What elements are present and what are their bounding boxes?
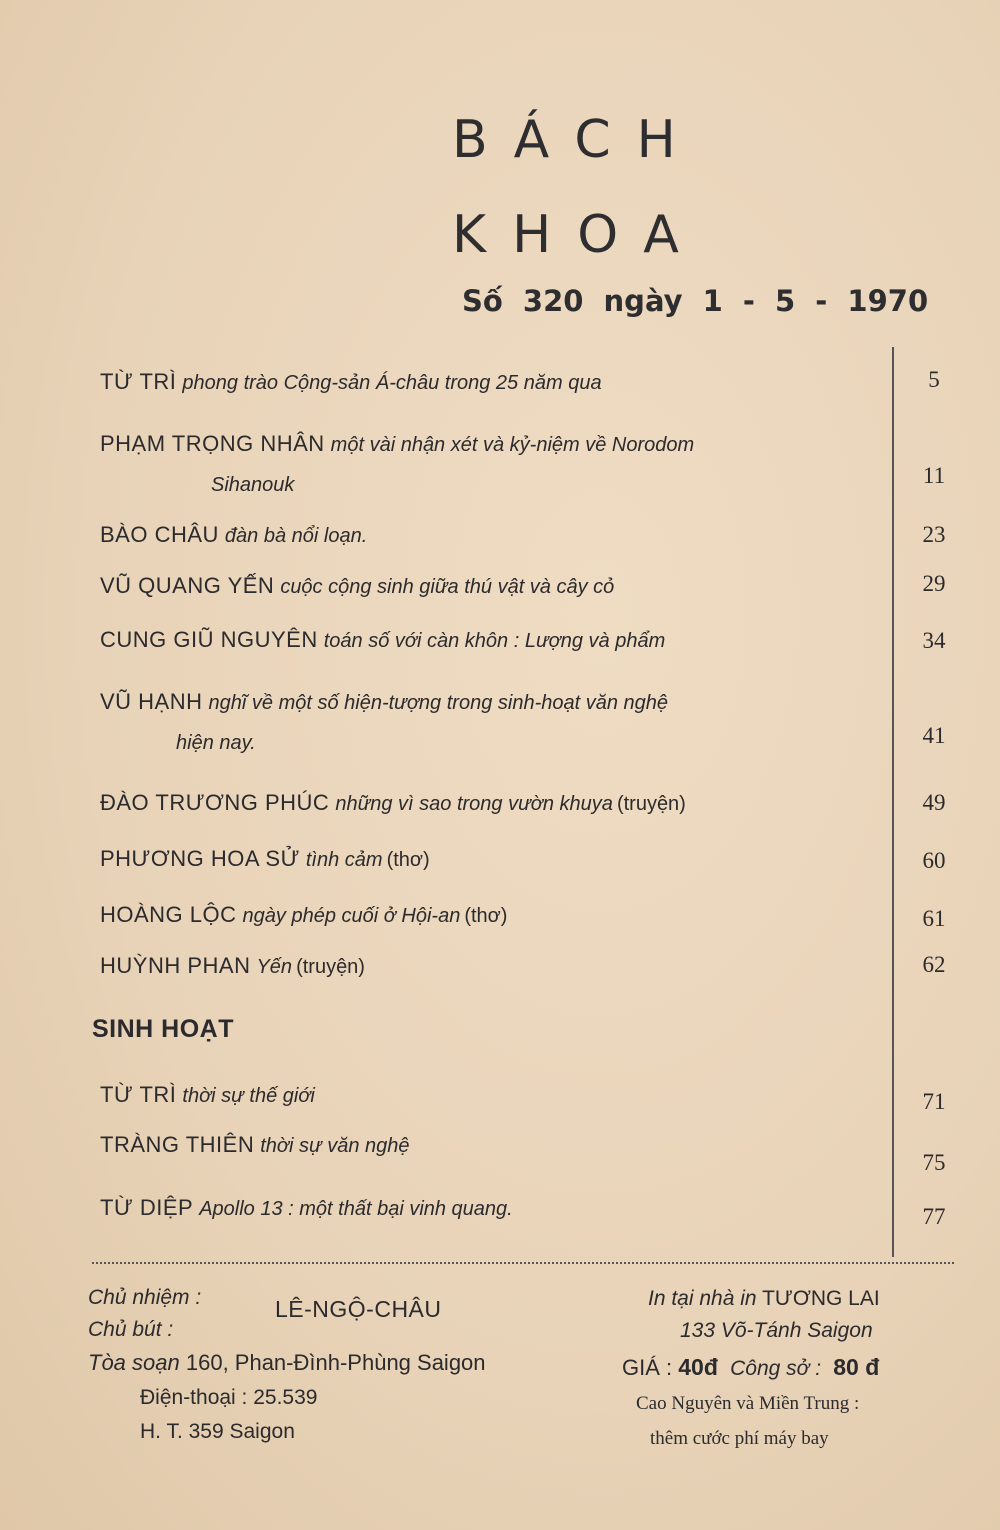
toc-author: TRÀNG THIÊN: [100, 1132, 255, 1157]
toc-author: ĐÀO TRƯƠNG PHÚC: [100, 790, 330, 815]
toc-entry: [100, 946, 880, 987]
toc-author: TỪ DIỆP: [100, 1195, 194, 1220]
toc-author: HOÀNG LỘC: [100, 902, 237, 927]
address-value: 160, Phan-Đình-Phùng Saigon: [185, 1350, 486, 1375]
toc-author: VŨ QUANG YẾN: [100, 573, 275, 598]
toc-subject: thời sự văn nghệ: [260, 1135, 410, 1157]
printer-label: In tại nhà in: [648, 1287, 757, 1310]
toc-page-number: 34: [922, 628, 946, 653]
editor-name: LÊ-NGỘ-CHÂU: [275, 1296, 442, 1322]
po-box: H. T. 359 Saigon: [140, 1420, 295, 1443]
toc-author: TỪ TRÌ: [100, 1082, 177, 1107]
toc-page-number: 23: [922, 522, 946, 547]
toc-entry: [100, 1188, 880, 1229]
issue-number-date: Số 320 ngày 1 - 5 - 1970: [462, 284, 929, 318]
toc-entry: [100, 566, 880, 607]
toc-author: TỪ TRÌ: [100, 369, 177, 394]
toc-entry: [100, 362, 880, 403]
section-heading: SINH HOẠT: [92, 1015, 234, 1043]
address-label: Tòa soạn: [88, 1350, 180, 1375]
toc-subject: một vài nhận xét và kỷ-niệm về Norodom: [330, 434, 695, 456]
printer-name: TƯƠNG LAI: [762, 1287, 880, 1310]
toc-page-number: 75: [922, 1150, 946, 1175]
price-label: GIÁ :: [622, 1355, 673, 1380]
toc-subject: Apollo 13 : một thất bại vinh quang.: [199, 1198, 513, 1220]
director-label: Chủ nhiệm :: [88, 1286, 202, 1309]
toc-page-number: 61: [922, 906, 946, 931]
toc-entry: [100, 1125, 880, 1166]
toc-entry: [100, 620, 880, 661]
toc-page-number: 77: [922, 1204, 946, 1229]
airfare-note: thêm cước phí máy bay: [650, 1428, 829, 1449]
toc-subject: Yến: [256, 956, 293, 978]
toc-entry: [100, 1075, 880, 1116]
region-note: Cao Nguyên và Miền Trung :: [636, 1393, 860, 1414]
toc-page-number: 29: [922, 571, 946, 596]
masthead-title-line1: BÁCH: [452, 110, 702, 170]
toc-subject: thời sự thế giới: [182, 1085, 315, 1107]
toc-author: PHƯƠNG HOA SỬ: [100, 846, 300, 871]
toc-author: VŨ HẠNH: [100, 689, 203, 714]
toc-author: HUỲNH PHAN: [100, 953, 251, 978]
office-address: [88, 1350, 486, 1376]
printer-address: 133 Võ-Tánh Saigon: [680, 1319, 873, 1342]
printer-info: [648, 1287, 880, 1311]
toc-author: PHẠM TRỌNG NHÂN: [100, 431, 325, 456]
toc-subject: nghĩ về một số hiện-tượng trong sinh-hoạt văn nghệ: [208, 692, 669, 714]
toc-subject: ngày phép cuối ở Hội-an: [242, 905, 461, 927]
toc-entry: [100, 839, 880, 880]
masthead-title-line2: KHOA: [452, 205, 705, 265]
toc-subject: đàn bà nổi loạn.: [224, 525, 368, 547]
toc-subject: toán số với càn khôn : Lượng và phẩm: [323, 630, 666, 652]
toc-subject: tình cảm: [305, 849, 383, 871]
toc-page-number: 62: [922, 952, 946, 977]
editor-label: Chủ bút :: [88, 1318, 174, 1341]
toc-entry: [100, 682, 880, 763]
toc-subject-cont: Sihanouk: [211, 474, 295, 496]
toc-note: (truyện): [616, 793, 686, 815]
toc-entry: [100, 783, 880, 824]
footer-divider: [92, 1262, 954, 1264]
toc-page-number: 41: [922, 723, 946, 748]
toc-note: (truyện): [296, 956, 365, 978]
price-info: [622, 1354, 879, 1381]
price-value: 40đ: [678, 1354, 718, 1380]
toc-page-number: 11: [922, 463, 946, 488]
toc-page-number: 71: [922, 1089, 946, 1114]
page-number-divider: [892, 347, 894, 1257]
toc-entry: [100, 424, 880, 505]
toc-author: CUNG GIŨ NGUYÊN: [100, 627, 318, 652]
toc-note: (thơ): [386, 849, 430, 871]
editor-labels: [88, 1282, 201, 1346]
toc-note: (thơ): [464, 905, 508, 927]
toc-subject: cuộc cộng sinh giữa thú vật và cây cỏ: [280, 576, 615, 598]
toc-page-number: 60: [922, 848, 946, 873]
toc-subject: phong trào Cộng-sản Á-châu trong 25 năm qua: [182, 372, 602, 394]
office-price-label: Công sở :: [730, 1357, 822, 1380]
toc-author: BÀO CHÂU: [100, 522, 219, 547]
toc-entry: [100, 515, 880, 556]
phone-number: Điện-thoại : 25.539: [140, 1386, 318, 1409]
toc-entry: [100, 895, 880, 936]
office-price-value: 80 đ: [833, 1354, 880, 1380]
toc-subject: những vì sao trong vườn khuya: [335, 793, 613, 815]
toc-page-number: 5: [928, 367, 940, 392]
toc-subject-cont: hiện nay.: [176, 732, 256, 754]
toc-page-number: 49: [922, 790, 946, 815]
